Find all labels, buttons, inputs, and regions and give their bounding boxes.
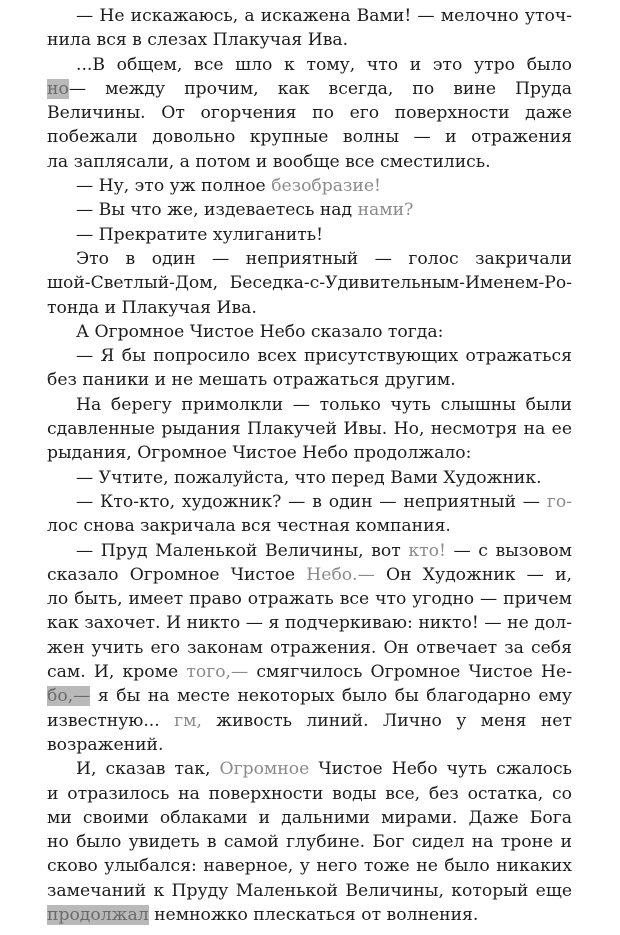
text-line bbox=[47, 514, 572, 538]
text-segment: сково улыбался: наверное, у него тоже не было никаких bbox=[47, 856, 572, 877]
text-segment: Чистое Небо чуть сжалось bbox=[309, 759, 572, 780]
text-line bbox=[47, 660, 572, 684]
text-line bbox=[47, 441, 572, 465]
text-line bbox=[47, 830, 572, 854]
paragraph bbox=[47, 247, 572, 320]
text-line bbox=[47, 539, 572, 563]
text-segment: ...В общем, все шло к тому, что и это утро было bbox=[76, 54, 572, 75]
text-segment: смягчилось Огромное Чистое Не- bbox=[248, 662, 572, 683]
text-segment: Он Художник — и, bbox=[385, 564, 572, 585]
text-line bbox=[47, 53, 572, 77]
paragraph bbox=[47, 466, 572, 490]
text-line bbox=[47, 757, 572, 781]
faded-text: го- bbox=[546, 491, 572, 512]
text-segment: И, сказав так, bbox=[76, 759, 220, 780]
text-line bbox=[47, 563, 572, 587]
paragraph bbox=[47, 4, 572, 53]
text-segment: лос снова закричала вся честная компания. bbox=[47, 516, 451, 537]
paragraph bbox=[47, 223, 572, 247]
text-segment: сказало Огромное Чистое bbox=[47, 564, 307, 585]
text-segment: тонда и Плакучая Ива. bbox=[47, 297, 257, 318]
text-segment: я бы на месте некоторых было бы благодарно ему bbox=[97, 686, 572, 707]
faded-text: нами? bbox=[357, 200, 414, 221]
text-line bbox=[47, 733, 572, 757]
text-segment: А Огромное Чистое Небо сказало тогда: bbox=[76, 321, 444, 342]
text-line bbox=[47, 271, 572, 295]
text-line bbox=[47, 587, 572, 611]
paragraph bbox=[47, 174, 572, 198]
faded-text: безобразие! bbox=[271, 176, 381, 197]
paragraph bbox=[47, 344, 572, 393]
highlighted-text: но bbox=[47, 78, 69, 99]
text-segment: — Кто-кто, художник? — в один — неприятный — bbox=[76, 491, 547, 512]
text-segment: известную... bbox=[47, 710, 175, 731]
text-line bbox=[47, 879, 572, 903]
paragraph bbox=[47, 320, 572, 344]
text-line bbox=[47, 198, 572, 222]
text-line bbox=[47, 125, 572, 149]
text-segment: без паники и не мешать отражаться другим. bbox=[47, 370, 456, 391]
paragraph bbox=[47, 490, 572, 539]
highlighted-text: бо,— bbox=[47, 686, 91, 707]
paragraph bbox=[47, 757, 572, 927]
text-segment: На берегу примолкли — только чуть слышны были bbox=[76, 394, 572, 415]
text-line bbox=[47, 344, 572, 368]
paragraph bbox=[47, 198, 572, 222]
text-segment: жен учить его законам отражения. Он отвечает за себя bbox=[47, 637, 572, 658]
text-line bbox=[47, 150, 572, 174]
text-line bbox=[47, 247, 572, 271]
text-segment: сдавленные рыдания Плакучей Ивы. Но, несмотря на ее bbox=[47, 419, 572, 440]
text-segment: — Не искажаюсь, а искажена Вами! — мелочно уточ- bbox=[76, 6, 572, 26]
faded-text: кто! bbox=[408, 540, 446, 561]
text-segment: — с вызовом bbox=[445, 540, 572, 561]
text-line bbox=[47, 28, 572, 52]
text-line bbox=[47, 417, 572, 441]
text-segment: Это в один — неприятный — голос закричали bbox=[76, 248, 572, 269]
text-segment: шой-Светлый-Дом, Беседка-с-Удивительным-Именем-Ро- bbox=[47, 273, 572, 294]
text-segment: ла заплясали, а потом и вообще все сместились. bbox=[47, 151, 491, 172]
text-line bbox=[47, 806, 572, 830]
text-segment: как захочет. И никто — я подчеркиваю: никто! — не дол- bbox=[47, 613, 572, 634]
text-line bbox=[47, 611, 572, 635]
paragraph bbox=[47, 539, 572, 758]
text-segment: — между прочим, как всегда, по вине Пруда bbox=[68, 78, 572, 99]
book-page bbox=[47, 4, 572, 927]
text-segment: побежали довольно крупные волны — и отражения bbox=[47, 127, 572, 148]
text-segment: — Учтите, пожалуйста, что перед Вами Художник. bbox=[76, 467, 542, 488]
text-line bbox=[47, 368, 572, 392]
text-line bbox=[47, 903, 572, 927]
text-line bbox=[47, 782, 572, 806]
text-line bbox=[47, 320, 572, 344]
text-segment: немножко плескаться от волнения. bbox=[148, 904, 479, 925]
faded-text: Небо.— bbox=[306, 564, 375, 585]
text-segment: ми своими облаками и дальними мирами. Даже Бога bbox=[47, 807, 572, 828]
text-line bbox=[47, 636, 572, 660]
text-line bbox=[47, 223, 572, 247]
text-line bbox=[47, 101, 572, 125]
text-segment: ло быть, имеет право отражать все что угодно — причем bbox=[47, 589, 572, 610]
text-segment: сам. И, кроме bbox=[47, 662, 187, 683]
text-segment: — Пруд Маленькой Величины, вот bbox=[76, 540, 409, 561]
text-line bbox=[47, 854, 572, 878]
text-line bbox=[47, 466, 572, 490]
text-segment: живость линий. Лично у меня нет bbox=[216, 710, 572, 731]
text-segment: — Я бы попросило всех присутствующих отражаться bbox=[76, 346, 572, 367]
text-segment: рыдания, Огромное Чистое Небо продолжало: bbox=[47, 443, 472, 464]
text-line bbox=[47, 490, 572, 514]
text-segment: замечаний к Пруду Маленькой Величины, который еще bbox=[47, 880, 572, 901]
text-line bbox=[47, 296, 572, 320]
faded-text: того,— bbox=[186, 662, 249, 683]
text-line bbox=[47, 684, 572, 708]
text-line bbox=[47, 77, 572, 101]
text-segment: но было увидеть в самой глубине. Бог сидел на троне и bbox=[47, 832, 572, 853]
text-line bbox=[47, 709, 572, 733]
paragraph bbox=[47, 393, 572, 466]
text-segment: возражений. bbox=[47, 734, 164, 755]
highlighted-text: продолжал bbox=[47, 904, 149, 925]
paragraph bbox=[47, 53, 572, 174]
faded-text: гм, bbox=[174, 710, 202, 731]
faded-text: Огромное bbox=[219, 759, 310, 780]
text-segment: — Прекратите хулиганить! bbox=[76, 224, 324, 245]
text-line bbox=[47, 4, 572, 28]
text-line bbox=[47, 174, 572, 198]
text-segment: Величины. От огорчения по его поверхности даже bbox=[47, 103, 572, 124]
text-segment: нила вся в слезах Плакучая Ива. bbox=[47, 30, 349, 51]
text-segment: и отразилось на поверхности воды все, без остатка, со bbox=[47, 783, 572, 804]
text-segment: — Вы что же, издеваетесь над bbox=[76, 200, 358, 221]
text-segment: — Ну, это уж полное bbox=[76, 176, 272, 197]
text-line bbox=[47, 393, 572, 417]
